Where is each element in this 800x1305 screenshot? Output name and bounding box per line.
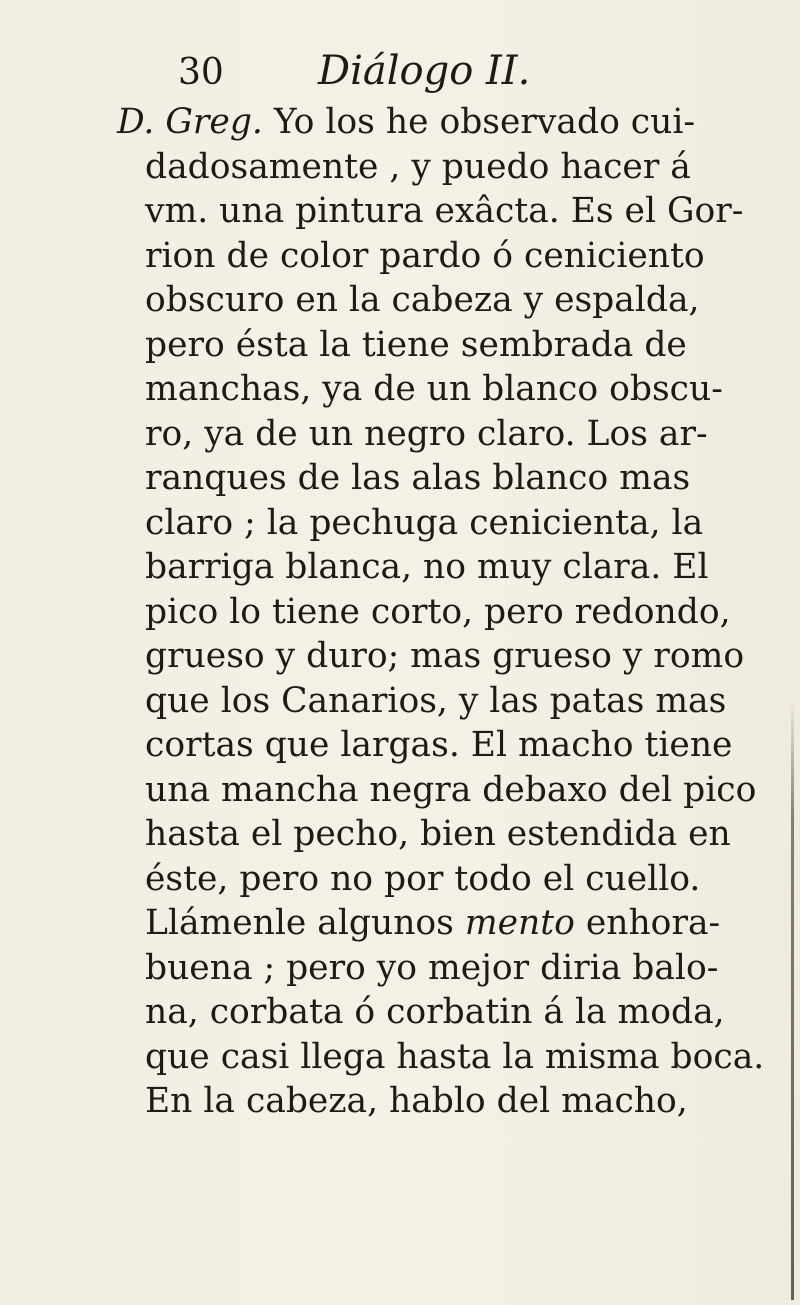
text-line-content: Llámenle algunos: [145, 903, 465, 943]
running-title: Diálogo II.: [318, 48, 531, 94]
text-line: rion de color pardo ó ceniciento: [145, 235, 705, 276]
text-line: buena ; pero yo mejor diria balo-: [145, 947, 719, 988]
text-line-content: enhora-: [574, 903, 721, 943]
text-line-content: Yo los he observado cui-: [262, 102, 696, 142]
text-line: ranques de las alas blanco mas: [145, 458, 691, 498]
text-line: cortas que largas. El macho tiene: [145, 725, 733, 765]
text-line: claro ; la pechuga cenicienta, la: [145, 502, 704, 543]
text-line: pero ésta la tiene sembrada de: [145, 324, 687, 365]
text-line: obscuro en la cabeza y espalda,: [145, 280, 700, 320]
italic-word: mento: [464, 903, 575, 943]
text-line: grueso y duro; mas grueso y romo: [145, 636, 745, 676]
body-text: [117, 100, 785, 1124]
text-line: hasta el pecho, bien estendida en: [145, 814, 731, 854]
text-line: [117, 100, 785, 145]
text-line: que los Canarios, y las patas mas: [145, 680, 727, 721]
text-line: En la cabeza, hablo del macho,: [145, 1081, 688, 1121]
page-edge-shadow: [791, 700, 794, 1300]
text-line: que casi llega hasta la misma boca.: [145, 1036, 765, 1077]
text-line: na, corbata ó corbatin á la moda,: [145, 992, 725, 1032]
page-number: 30: [178, 52, 224, 93]
speaker-label: D. Greg.: [117, 102, 263, 142]
text-line: manchas, ya de un blanco obscu-: [145, 369, 723, 409]
text-line: pico lo tiene corto, pero redondo,: [145, 591, 731, 632]
text-line: ro, ya de un negro claro. Los ar-: [145, 413, 708, 454]
text-line: éste, pero no por todo el cuello.: [145, 858, 701, 899]
text-line: vm. una pintura exâcta. Es el Gor-: [145, 191, 744, 231]
text-line: [145, 901, 785, 946]
page-header: [178, 46, 530, 98]
text-line: dadosamente , y puedo hacer á: [145, 146, 691, 187]
text-line: una mancha negra debaxo del pico: [145, 769, 757, 810]
text-line: barriga blanca, no muy clara. El: [145, 547, 709, 587]
